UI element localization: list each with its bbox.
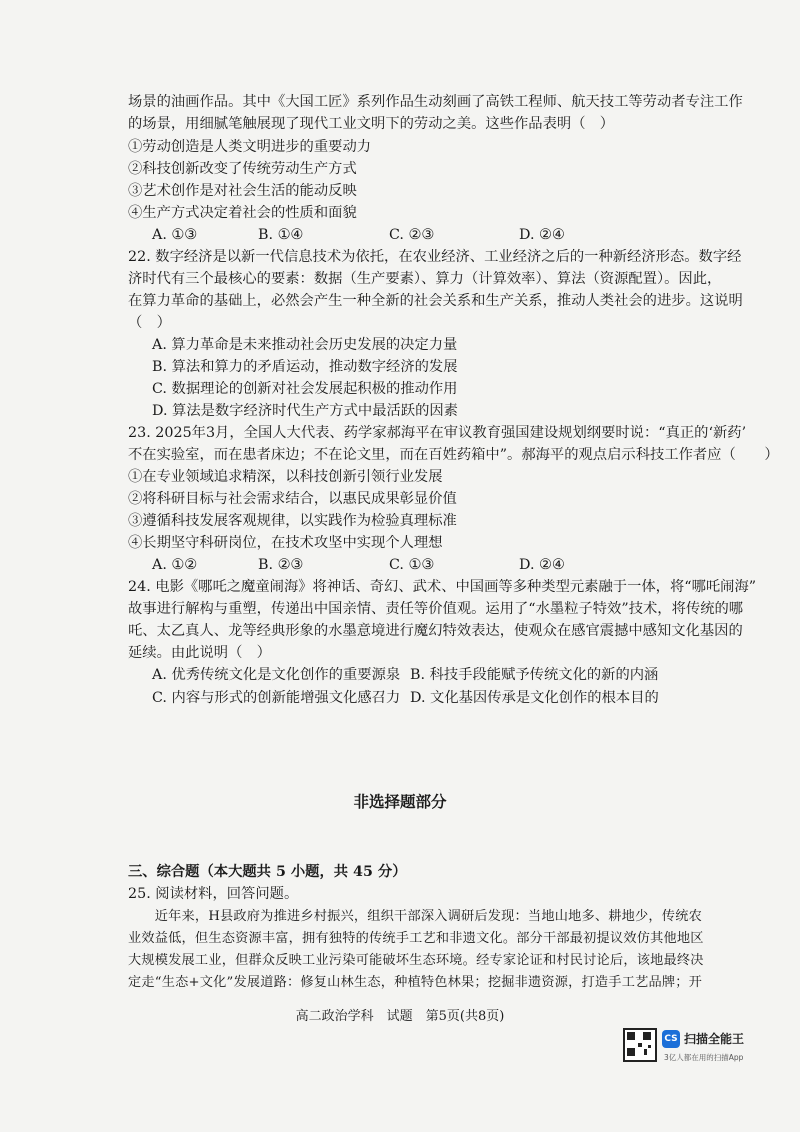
q21-statement-2: ②科技创新改变了传统劳动生产方式 xyxy=(128,161,357,177)
section-title: 非选择题部分 xyxy=(353,792,447,811)
q23-statement-3: ③遵循科技发展客观规律，以实践作为检验真理标准 xyxy=(128,513,457,529)
q22-option-a: A. 算力革命是未来推动社会历史发展的决定力量 xyxy=(152,337,458,353)
page-footer: 高二政治学科 试题 第5页(共8页) xyxy=(295,1009,505,1024)
q22-stem-line-1: 22. 数字经济是以新一代信息技术为依托，在农业经济、工业经济之后的一种新经济形态。数字经 xyxy=(128,249,742,265)
qr-code-icon xyxy=(623,1028,657,1062)
q24-stem-line-4: 延续。由此说明（ ） xyxy=(128,645,271,661)
q23-stem-line-2: 不在实验室，而在患者床边；不在论文里，而在百姓药箱中”。郝海平的观点启示科技工作者应（ ） xyxy=(128,447,779,463)
q25-material-line-1: 近年来，H县政府为推进乡村振兴，组织干部深入调研后发现：当地山地多、耕地少，传统农 xyxy=(128,909,702,924)
q24-option-a: A. 优秀传统文化是文化创作的重要源泉 xyxy=(152,667,401,683)
q23-choice-c: C. ①③ xyxy=(389,557,435,573)
q21-statement-1: ①劳动创造是人类文明进步的重要动力 xyxy=(128,139,372,155)
camscanner-logo-icon: CS xyxy=(662,1030,680,1048)
q21-choices xyxy=(152,225,712,245)
q22-stem-line-3: 在算力革命的基础上，必然会产生一种全新的社会关系和生产关系，推动人类社会的进步。这说明 xyxy=(128,293,743,309)
q21-choice-d: D. ②④ xyxy=(519,227,565,243)
q21-choice-a: A. ①③ xyxy=(152,227,198,243)
q22-stem-line-2: 济时代有三个最核心的要素：数据（生产要素）、算力（计算效率）、算法（资源配置）。因此， xyxy=(128,271,722,287)
q25-material-line-2: 业效益低，但生态资源丰富，拥有独特的传统手工艺和非遗文化。部分干部最初提议效仿其他地区 xyxy=(128,931,704,946)
q23-statement-4: ④长期坚守科研岗位，在技术攻坚中实现个人理想 xyxy=(128,535,443,551)
q21-stem-line-2: 的场景，用细腻笔触展现了现代工业文明下的劳动之美。这些作品表明（ ） xyxy=(128,116,615,132)
part3-heading: 三、综合题（本大题共 5 小题，共 45 分） xyxy=(128,864,407,880)
q23-choice-d: D. ②④ xyxy=(519,557,565,573)
camscanner-name: 扫描全能王 xyxy=(684,1032,745,1046)
q23-statement-2: ②将科研目标与社会需求结合，以惠民成果彰显价值 xyxy=(128,491,457,507)
q21-stem-line-1: 场景的油画作品。其中《大国工匠》系列作品生动刻画了高铁工程师、航天技工等劳动者专注工作 xyxy=(128,94,743,110)
q25-material-line-4: 定走“生态+文化”发展道路：修复山林生态，种植特色林果；挖掘非遗资源，打造手工艺品牌；开 xyxy=(128,975,703,990)
q24-option-c: C. 内容与形式的创新能增强文化感召力 xyxy=(152,690,401,706)
q22-stem-line-4: （ ） xyxy=(128,315,171,331)
q24-option-b: B. 科技手段能赋予传统文化的新的内涵 xyxy=(410,667,659,683)
q22-option-c: C. 数据理论的创新对社会发展起积极的推动作用 xyxy=(152,381,458,397)
camscanner-tagline: 3亿人都在用的扫描App xyxy=(664,1053,744,1062)
q22-option-b: B. 算法和算力的矛盾运动，推动数字经济的发展 xyxy=(152,359,458,375)
q24-stem-line-3: 吒、太乙真人、龙等经典形象的水墨意境进行魔幻特效表达，使观众在感官震撼中感知文化基因的 xyxy=(128,623,743,639)
q23-stem-line-1: 23. 2025年3月，全国人大代表、药学家郝海平在审议教育强国建设规划纲要时说：“真正的‘新药’ xyxy=(128,425,747,441)
q23-choice-a: A. ①② xyxy=(152,557,198,573)
q24-stem-line-1: 24. 电影《哪吒之魔童闹海》将神话、奇幻、武术、中国画等多种类型元素融于一体，将“哪吒闹海” xyxy=(128,579,757,595)
q24-option-d: D. 文化基因传承是文化创作的根本目的 xyxy=(410,690,659,706)
q25-material-line-3: 大规模发展工业，但群众反映工业污染可能破坏生态环境。经专家论证和村民讨论后，该地最终决 xyxy=(128,953,704,968)
q22-option-d: D. 算法是数字经济时代生产方式中最活跃的因素 xyxy=(152,403,458,419)
q24-options-row-2 xyxy=(152,687,712,709)
q23-choices xyxy=(152,555,712,575)
q23-choice-b: B. ②③ xyxy=(258,557,304,573)
q25-prompt: 25. 阅读材料，回答问题。 xyxy=(128,886,299,902)
q21-choice-b: B. ①④ xyxy=(258,227,304,243)
q24-options-row-1 xyxy=(152,664,712,686)
q23-statement-1: ①在专业领域追求精深，以科技创新引领行业发展 xyxy=(128,469,443,485)
q21-statement-3: ③艺术创作是对社会生活的能动反映 xyxy=(128,183,357,199)
q21-choice-c: C. ②③ xyxy=(389,227,435,243)
q24-stem-line-2: 故事进行解构与重塑，传递出中国亲情、责任等价值观。运用了“水墨粒子特效”技术，将传统的哪 xyxy=(128,601,744,617)
q21-statement-4: ④生产方式决定着社会的性质和面貌 xyxy=(128,205,357,221)
